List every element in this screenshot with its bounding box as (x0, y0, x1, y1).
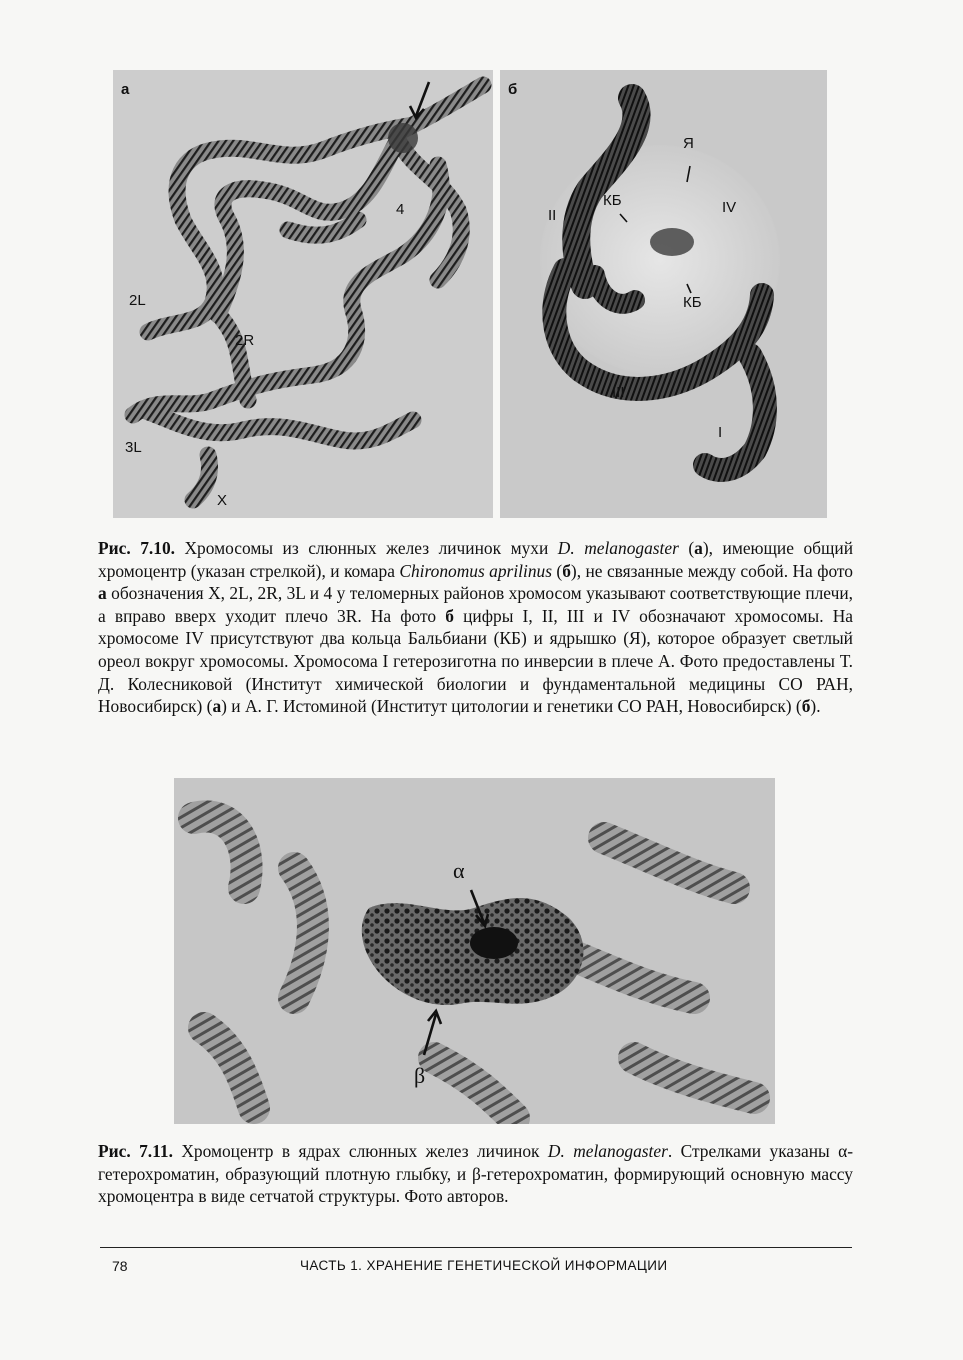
chromosome-label-4: 4 (396, 201, 405, 218)
caption-text: цифры I, II, III и IV обозначают хромосомы. На хромосоме IV присутствуют два кольца Бальбиани (КБ) и ядрышко (Я), которое образует светлый ореол вокруг хромосомы. Хромосома I гетерозиготна по инверсии в плече A. Фото предоставлены Т. Д. Колесниковой (Институт химической биологии и фундаментальной медицины СО РАН, Новосибирск) ( (98, 605, 853, 717)
polytene-chromosomes-chironomus-image (500, 70, 827, 518)
panel-ref: б (801, 696, 811, 717)
caption-text: ), имеющие общий хромоцентр (указан стрелкой), и комара (98, 538, 854, 581)
chromosome-label-3l: 3L (125, 439, 142, 456)
species-name: D. melanogaster (547, 1141, 668, 1161)
caption-text: Хромосомы из слюнных желез личинок мухи (175, 538, 558, 558)
balbiani-ring-label-lower: КБ (683, 294, 702, 311)
panel-ref: б (562, 560, 571, 581)
chromosome-label-i: I (718, 424, 723, 441)
chromocenter-image (174, 778, 775, 1124)
caption-text: ) и А. Г. Истоминой (Институт цитологии и генетики СО РАН, Новосибирск) ( (221, 696, 802, 717)
chromosome-label-ii: II (548, 207, 557, 224)
figure-7-10-panel-a-photo (113, 70, 493, 518)
figure-7-10-number: Рис. 7.10. (98, 538, 175, 558)
caption-text: Хромоцентр в ядрах слюнных желез личинок (172, 1141, 548, 1161)
polytene-chromosomes-drosophila-image (113, 70, 493, 518)
page-number: 78 (112, 1258, 128, 1274)
figure-7-11-photo (174, 778, 775, 1124)
caption-text: ( (551, 560, 563, 581)
chromosome-label-iv: IV (722, 199, 737, 216)
species-name: D. melanogaster (557, 538, 679, 558)
caption-text: обозначения X, 2L, 2R, 3L и 4 у теломерных районов хромосом указывают соответствующие плечи, а вправо вверх уходит плечо 3R. На фото (98, 583, 853, 626)
chromosome-label-iii: III (612, 384, 625, 401)
caption-text: . Стрелками указаны α-гетерохроматин, образующий плотную глыбку, и β-гетерохроматин, формирующий основную массу хромоцентра в виде сетчатой структуры. Фото авторов. (98, 1141, 853, 1207)
species-name: Chironomus aprilinus (399, 560, 552, 581)
caption-text: ), не связанные между собой. На фото (570, 560, 853, 581)
panel-ref: б (445, 605, 454, 626)
panel-ref: а (212, 696, 222, 717)
footer-divider (100, 1247, 852, 1248)
chromosome-label-x: X (217, 492, 228, 509)
panel-letter-b: б (508, 81, 518, 98)
balbiani-ring-label-upper: КБ (603, 192, 622, 209)
figure-7-11-number: Рис. 7.11. (98, 1141, 173, 1161)
figure-7-10-caption (98, 537, 853, 718)
nucleolus-label: Я (683, 135, 694, 152)
chromosome-label-2r: 2R (235, 332, 255, 349)
running-head: ЧАСТЬ 1. ХРАНЕНИЕ ГЕНЕТИЧЕСКОЙ ИНФОРМАЦИИ (300, 1258, 668, 1273)
figure-7-10-panel-b-photo (500, 70, 827, 518)
caption-text: ). (810, 696, 821, 717)
caption-text: ( (678, 538, 695, 558)
alpha-heterochromatin-label: α (453, 858, 465, 883)
chromosome-label-2l: 2L (129, 292, 146, 309)
panel-ref: а (98, 583, 107, 604)
panel-letter-a: а (121, 81, 130, 98)
panel-ref: а (694, 538, 703, 558)
beta-heterochromatin-label: β (414, 1063, 426, 1088)
figure-7-11-caption (98, 1140, 853, 1208)
